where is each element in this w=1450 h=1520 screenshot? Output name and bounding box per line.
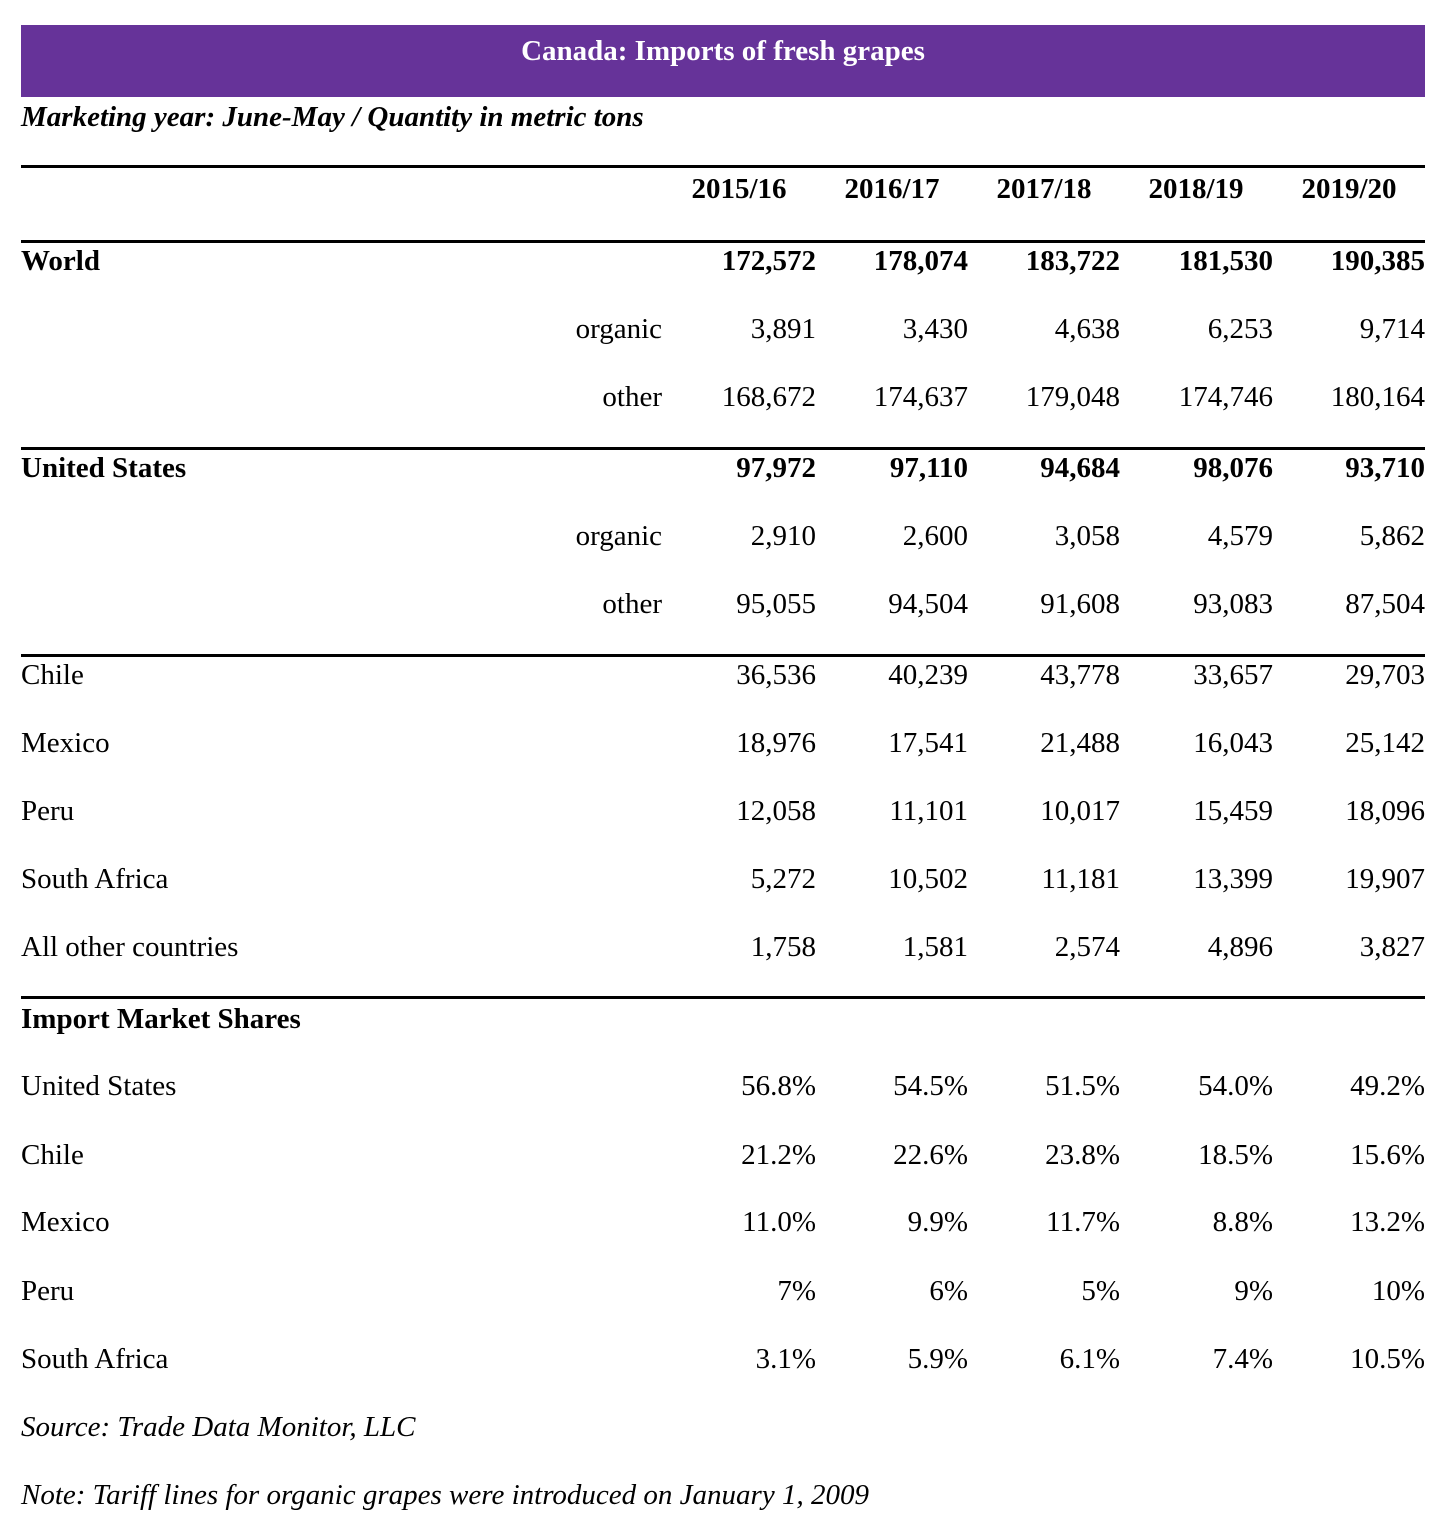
year-header: 2017/18 xyxy=(996,173,1092,205)
cell-value: 10,017 xyxy=(1040,795,1120,827)
row-sublabel: other xyxy=(602,588,662,620)
year-header: 2019/20 xyxy=(1301,173,1397,205)
cell-value: 12,058 xyxy=(736,795,816,827)
source-note: Source: Trade Data Monitor, LLC xyxy=(21,1411,416,1443)
cell-value: 54.0% xyxy=(1198,1070,1273,1102)
cell-value: 18.5% xyxy=(1198,1139,1273,1171)
cell-value: 183,722 xyxy=(1025,245,1120,277)
cell-value: 11,181 xyxy=(1041,863,1120,895)
cell-value: 93,083 xyxy=(1193,588,1273,620)
table-row-world xyxy=(0,245,1450,285)
cell-value: 97,110 xyxy=(889,452,968,484)
divider xyxy=(21,240,1425,243)
row-label: United States xyxy=(21,1070,177,1102)
cell-value: 7% xyxy=(777,1275,816,1307)
cell-value: 16,043 xyxy=(1193,727,1273,759)
cell-value: 10.5% xyxy=(1350,1343,1425,1375)
cell-value: 3,430 xyxy=(902,313,968,345)
table-row-us-organic xyxy=(0,520,1450,560)
cell-value: 5,862 xyxy=(1359,520,1425,552)
year-header: 2016/17 xyxy=(844,173,940,205)
cell-value: 21.2% xyxy=(741,1139,816,1171)
section-heading: Import Market Shares xyxy=(21,1003,301,1035)
cell-value: 19,907 xyxy=(1345,863,1425,895)
cell-value: 5,272 xyxy=(750,863,816,895)
row-label: Chile xyxy=(21,659,84,691)
cell-value: 13.2% xyxy=(1350,1206,1425,1238)
cell-value: 33,657 xyxy=(1193,659,1273,691)
cell-value: 3.1% xyxy=(755,1343,816,1375)
table-row-share xyxy=(0,1070,1450,1110)
cell-value: 4,896 xyxy=(1207,931,1273,963)
cell-value: 2,574 xyxy=(1054,931,1120,963)
cell-value: 18,096 xyxy=(1345,795,1425,827)
divider xyxy=(21,165,1425,168)
cell-value: 54.5% xyxy=(893,1070,968,1102)
divider xyxy=(21,447,1425,450)
cell-value: 15,459 xyxy=(1193,795,1273,827)
table-row-share xyxy=(0,1343,1450,1383)
cell-value: 190,385 xyxy=(1330,245,1425,277)
row-label: Mexico xyxy=(21,727,110,759)
cell-value: 168,672 xyxy=(721,381,816,413)
cell-value: 49.2% xyxy=(1350,1070,1425,1102)
row-label: Peru xyxy=(21,1275,75,1307)
cell-value: 36,536 xyxy=(736,659,816,691)
cell-value: 23.8% xyxy=(1045,1139,1120,1171)
row-label: South Africa xyxy=(21,863,169,895)
cell-value: 56.8% xyxy=(741,1070,816,1102)
cell-value: 2,600 xyxy=(902,520,968,552)
cell-value: 11.7% xyxy=(1046,1206,1120,1238)
cell-value: 174,746 xyxy=(1178,381,1273,413)
cell-value: 29,703 xyxy=(1345,659,1425,691)
cell-value: 180,164 xyxy=(1330,381,1425,413)
section-heading-shares xyxy=(0,1003,1450,1043)
table-subtitle: Marketing year: June-May / Quantity in metric tons xyxy=(21,101,644,133)
cell-value: 21,488 xyxy=(1040,727,1120,759)
table-row-us-other xyxy=(0,588,1450,628)
cell-value: 2,910 xyxy=(750,520,816,552)
cell-value: 3,891 xyxy=(750,313,816,345)
table-row-world-organic xyxy=(0,313,1450,353)
row-label: Mexico xyxy=(21,1206,110,1238)
cell-value: 5% xyxy=(1081,1275,1120,1307)
cell-value: 9% xyxy=(1234,1275,1273,1307)
cell-value: 25,142 xyxy=(1345,727,1425,759)
cell-value: 3,827 xyxy=(1359,931,1425,963)
table-row-share xyxy=(0,1206,1450,1246)
row-label: Chile xyxy=(21,1139,84,1171)
table-row-country xyxy=(0,659,1450,699)
cell-value: 5.9% xyxy=(907,1343,968,1375)
footnote: Note: Tariff lines for organic grapes were introduced on January 1, 2009 xyxy=(21,1479,869,1511)
cell-value: 9,714 xyxy=(1359,313,1425,345)
table-row-share xyxy=(0,1275,1450,1315)
cell-value: 178,074 xyxy=(873,245,968,277)
cell-value: 6.1% xyxy=(1059,1343,1120,1375)
cell-value: 11.0% xyxy=(742,1206,816,1238)
table-title: Canada: Imports of fresh grapes xyxy=(21,25,1425,97)
year-header: 2015/16 xyxy=(691,173,787,205)
table-row-country xyxy=(0,727,1450,767)
cell-value: 22.6% xyxy=(893,1139,968,1171)
cell-value: 181,530 xyxy=(1178,245,1273,277)
cell-value: 98,076 xyxy=(1193,452,1273,484)
cell-value: 10% xyxy=(1371,1275,1425,1307)
cell-value: 40,239 xyxy=(888,659,968,691)
row-sublabel: organic xyxy=(575,520,662,552)
cell-value: 174,637 xyxy=(873,381,968,413)
cell-value: 93,710 xyxy=(1345,452,1425,484)
cell-value: 4,638 xyxy=(1054,313,1120,345)
table-row-country xyxy=(0,863,1450,903)
year-header: 2018/19 xyxy=(1148,173,1244,205)
cell-value: 3,058 xyxy=(1054,520,1120,552)
cell-value: 179,048 xyxy=(1025,381,1120,413)
cell-value: 6% xyxy=(929,1275,968,1307)
cell-value: 94,684 xyxy=(1040,452,1120,484)
row-label: All other countries xyxy=(21,931,239,963)
row-sublabel: other xyxy=(602,381,662,413)
cell-value: 18,976 xyxy=(736,727,816,759)
table-row-share xyxy=(0,1139,1450,1179)
divider xyxy=(21,654,1425,657)
cell-value: 9.9% xyxy=(907,1206,968,1238)
table-row-united-states xyxy=(0,452,1450,492)
table-row-country xyxy=(0,795,1450,835)
row-label: Peru xyxy=(21,795,75,827)
cell-value: 8.8% xyxy=(1212,1206,1273,1238)
cell-value: 95,055 xyxy=(736,588,816,620)
table-row-country xyxy=(0,931,1450,971)
divider xyxy=(21,996,1425,999)
cell-value: 43,778 xyxy=(1040,659,1120,691)
cell-value: 1,758 xyxy=(750,931,816,963)
cell-value: 172,572 xyxy=(721,245,816,277)
row-sublabel: organic xyxy=(575,313,662,345)
cell-value: 10,502 xyxy=(888,863,968,895)
header-row xyxy=(0,173,1450,213)
row-label: World xyxy=(21,245,100,277)
cell-value: 13,399 xyxy=(1193,863,1273,895)
cell-value: 51.5% xyxy=(1045,1070,1120,1102)
cell-value: 4,579 xyxy=(1207,520,1273,552)
cell-value: 97,972 xyxy=(736,452,816,484)
row-label: South Africa xyxy=(21,1343,169,1375)
cell-value: 11,101 xyxy=(889,795,968,827)
cell-value: 87,504 xyxy=(1345,588,1425,620)
cell-value: 6,253 xyxy=(1207,313,1273,345)
cell-value: 1,581 xyxy=(902,931,968,963)
table-row-world-other xyxy=(0,381,1450,421)
cell-value: 17,541 xyxy=(888,727,968,759)
cell-value: 94,504 xyxy=(888,588,968,620)
cell-value: 7.4% xyxy=(1212,1343,1273,1375)
cell-value: 15.6% xyxy=(1350,1139,1425,1171)
cell-value: 91,608 xyxy=(1040,588,1120,620)
row-label: United States xyxy=(21,452,187,484)
